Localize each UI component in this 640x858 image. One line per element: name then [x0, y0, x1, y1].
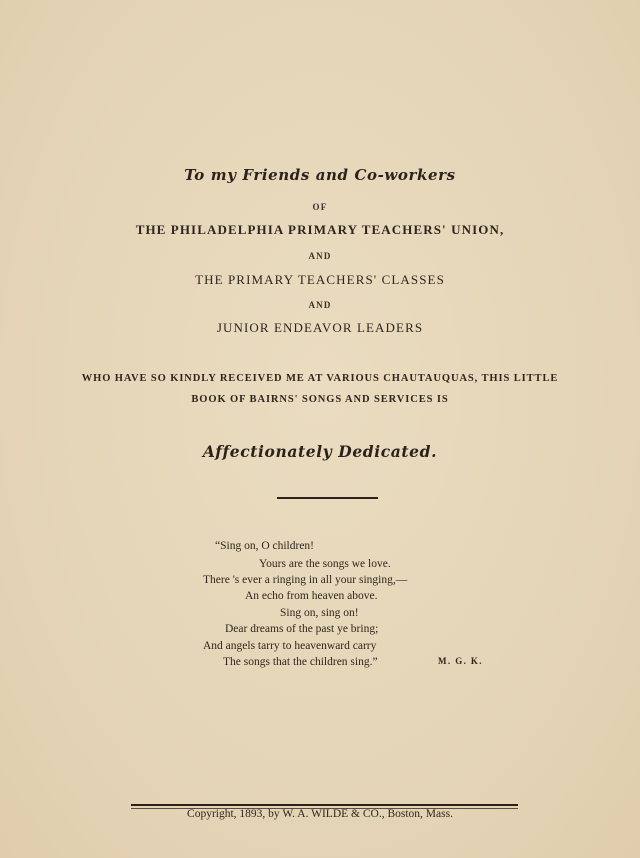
poem-line-2: Yours are the songs we love. [259, 558, 391, 570]
poem-signature: M. G. K. [438, 656, 483, 666]
dedication-body-line-2: BOOK OF BAIRNS' SONGS AND SERVICES IS [191, 394, 449, 405]
poem-line-8: The songs that the children sing.” [223, 656, 378, 668]
poem-line-3: There 's ever a ringing in all your singing,— [203, 574, 408, 586]
dedication-and-1: AND [308, 251, 332, 261]
poem-line-4: An echo from heaven above. [245, 590, 378, 602]
dedication-and-2: AND [308, 300, 332, 310]
dedication-union: THE PHILADELPHIA PRIMARY TEACHERS' UNION, [135, 222, 505, 237]
dedication-leaders: JUNIOR ENDEAVOR LEADERS [216, 320, 424, 335]
poem-line-1: “Sing on, O children! [215, 540, 315, 552]
poem-line-7: And angels tarry to heavenward carry [203, 640, 377, 652]
copyright-notice: Copyright, 1893, by W. A. WILDE & CO., Boston, Mass. [187, 808, 453, 820]
divider-rule [277, 497, 378, 499]
dedication-heading: To my Friends and Co-workers [184, 166, 456, 184]
footer-rule-thick [131, 804, 518, 806]
dedication-classes: THE PRIMARY TEACHERS' CLASSES [195, 272, 445, 287]
dedication-closing: Affectionately Dedicated. [202, 442, 438, 461]
poem-line-5: Sing on, sing on! [280, 607, 359, 619]
dedication-body-line-1: WHO HAVE SO KINDLY RECEIVED ME AT VARIOUS CHAUTAUQUAS, THIS LITTLE [81, 373, 559, 384]
dedication-of: OF [312, 202, 328, 212]
poem-line-6: Dear dreams of the past ye bring; [225, 623, 379, 635]
